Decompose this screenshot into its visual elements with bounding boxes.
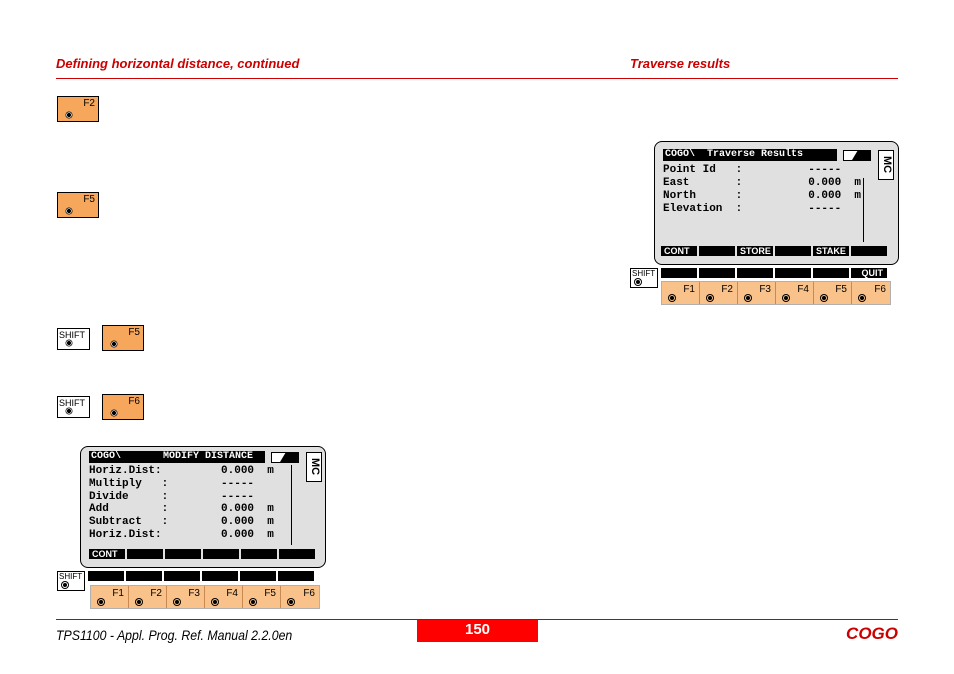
shift-softkey-row (88, 571, 314, 581)
softkey-empty[interactable] (279, 549, 315, 559)
f6-label: F6 (874, 284, 886, 295)
shift-key-2[interactable] (57, 396, 90, 418)
scroll-divider (863, 178, 864, 242)
f3-label: F3 (188, 588, 200, 599)
f5-label: F5 (264, 588, 276, 599)
f2-label: F2 (721, 284, 733, 295)
result-row-east: East : 0.000 m (663, 177, 862, 189)
subsection-title: Traverse results (630, 56, 731, 71)
f1-label: F1 (112, 588, 124, 599)
result-row-point-id: Point Id : ----- (663, 164, 842, 176)
shift-softkey[interactable] (202, 571, 238, 581)
f5-key-label: F5 (128, 327, 140, 338)
traverse-results-screen (654, 141, 899, 265)
key-dot-icon (860, 296, 864, 300)
shift-softkey[interactable] (737, 268, 773, 278)
function-key-strip (661, 281, 891, 305)
softkey-empty[interactable] (203, 549, 239, 559)
softkey-empty[interactable] (775, 246, 811, 256)
shift-softkey[interactable] (661, 268, 697, 278)
shift-softkey[interactable] (775, 268, 811, 278)
battery-icon (843, 150, 871, 161)
softkey-empty[interactable] (851, 246, 887, 256)
f1-label: F1 (683, 284, 695, 295)
shift-softkey[interactable] (88, 571, 124, 581)
shift-label: SHIFT (632, 269, 656, 278)
result-row-elevation: Elevation : ----- (663, 203, 842, 215)
shift-key[interactable] (57, 328, 90, 350)
softkey-store[interactable]: STORE (737, 246, 773, 256)
result-row-north: North : 0.000 m (663, 190, 862, 202)
f6-key[interactable] (852, 282, 890, 304)
key-dot-icon (636, 280, 640, 284)
key-dot-icon (822, 296, 826, 300)
scroll-divider (291, 465, 292, 545)
row-multiply: Multiply : ----- (89, 478, 255, 490)
softkey-quit[interactable]: QUIT (851, 268, 887, 278)
f2-key[interactable] (57, 96, 99, 122)
key-dot-icon (670, 296, 674, 300)
shift-softkey[interactable] (164, 571, 200, 581)
f4-label: F4 (797, 284, 809, 295)
chapter-name: COGO (846, 624, 898, 643)
key-dot-icon (251, 600, 255, 604)
shift-softkey[interactable] (240, 571, 276, 581)
f6-label: F6 (303, 588, 315, 599)
f5-label: F5 (835, 284, 847, 295)
key-dot-icon (112, 342, 116, 346)
row-divide: Divide : ----- (89, 491, 255, 503)
key-dot-icon (175, 600, 179, 604)
softkey-empty[interactable] (241, 549, 277, 559)
key-dot-icon (67, 341, 71, 345)
section-title: Defining horizontal distance, continued (56, 56, 300, 71)
key-dot-icon (67, 209, 71, 213)
shift-softkey[interactable] (699, 268, 735, 278)
key-dot-icon (67, 409, 71, 413)
f2-label: F2 (150, 588, 162, 599)
key-dot-icon (99, 600, 103, 604)
softkey-empty[interactable] (127, 549, 163, 559)
function-key-strip (90, 585, 320, 609)
row-horiz-dist: Horiz.Dist: 0.000 m (89, 465, 274, 477)
f4-label: F4 (226, 588, 238, 599)
f4-key[interactable] (205, 586, 243, 608)
mc-indicator: MC (878, 150, 894, 180)
screen-title: COGO\ MODIFY DISTANCE (89, 451, 265, 463)
f5-key-label: F5 (83, 194, 95, 205)
softkey-cont[interactable]: CONT (661, 246, 697, 256)
screen-title: COGO\ Traverse Results (663, 149, 837, 161)
modify-distance-screen (80, 446, 326, 568)
manual-title: TPS1100 - Appl. Prog. Ref. Manual 2.2.0en (56, 627, 293, 643)
battery-icon (271, 452, 299, 463)
f6-key[interactable] (102, 394, 144, 420)
key-dot-icon (784, 296, 788, 300)
shift-softkey-row (661, 268, 887, 278)
shift-key-small[interactable] (630, 268, 658, 288)
f2-key[interactable] (129, 586, 167, 608)
f1-key[interactable] (662, 282, 700, 304)
key-dot-icon (289, 600, 293, 604)
shift-key-label: SHIFT (59, 330, 85, 340)
key-dot-icon (63, 583, 67, 587)
softkey-empty[interactable] (699, 246, 735, 256)
row-add: Add : 0.000 m (89, 503, 274, 515)
softkey-stake[interactable]: STAKE (813, 246, 849, 256)
key-dot-icon (137, 600, 141, 604)
softkey-cont[interactable]: CONT (89, 549, 125, 559)
f3-label: F3 (759, 284, 771, 295)
shift-softkey[interactable] (126, 571, 162, 581)
shift-softkey[interactable] (278, 571, 314, 581)
softkey-empty[interactable] (165, 549, 201, 559)
softkey-row (661, 246, 887, 256)
f1-key[interactable] (91, 586, 129, 608)
shift-softkey[interactable] (813, 268, 849, 278)
shift-label: SHIFT (59, 572, 83, 581)
key-dot-icon (746, 296, 750, 300)
f5-key[interactable] (243, 586, 281, 608)
row-subtract: Subtract : 0.000 m (89, 516, 274, 528)
f6-key-label: F6 (128, 396, 140, 407)
f6-key[interactable] (281, 586, 319, 608)
shift-key-small[interactable] (57, 571, 85, 591)
key-dot-icon (112, 411, 116, 415)
f5-key[interactable] (57, 192, 99, 218)
f2-key[interactable] (700, 282, 738, 304)
key-dot-icon (708, 296, 712, 300)
f5-key[interactable] (814, 282, 852, 304)
f3-key[interactable] (167, 586, 205, 608)
key-dot-icon (67, 113, 71, 117)
mc-indicator: MC (306, 452, 322, 482)
f3-key[interactable] (738, 282, 776, 304)
f5-key-shifted[interactable] (102, 325, 144, 351)
header-rule (56, 78, 898, 79)
f2-key-label: F2 (83, 98, 95, 109)
key-dot-icon (213, 600, 217, 604)
f4-key[interactable] (776, 282, 814, 304)
row-horiz-dist-result: Horiz.Dist: 0.000 m (89, 529, 274, 541)
page-number: 150 (417, 620, 538, 642)
shift-key-label: SHIFT (59, 398, 85, 408)
softkey-row (89, 549, 315, 559)
